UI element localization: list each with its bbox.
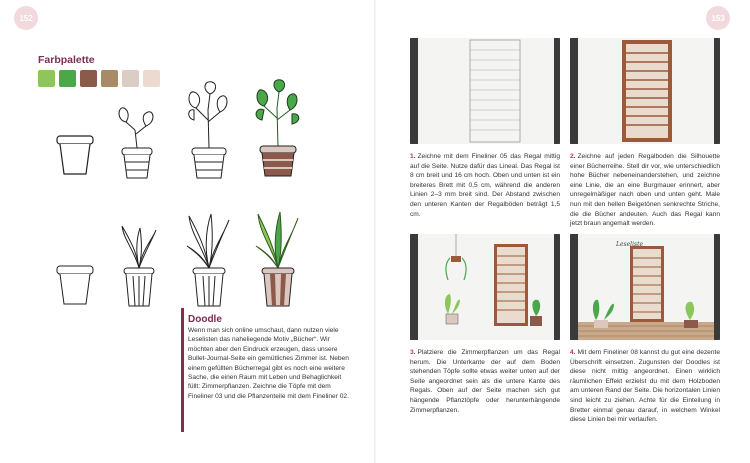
step-1-text: Zeichne mit dem Fineliner 05 das Regal mittig auf die Seite. Nutze dafür das Lineal. Das Regal ist 8 cm breit und 16 cm hoch. Oben und unten ist ein breiteres Brett mit 0,5 cm, während die anderen Linien 2–3 mm breit sind. Der Abstand zwischen den unteren Kanten der Regalböden beträgt 1,5 cm. — [410, 153, 560, 218]
step-3-number: 3. — [410, 349, 416, 356]
step-3-text: Platziere die Zimmerpflanzen um das Regal herum. Die Unterkante der auf dem Boden stehenden Töpfe sollte etwas weiter unten auf der Seite angeordnet sein als die untere Kante des Regals. Oben auf der Seite machen sich gut hängende Pflanztöpfe oder herunterhängende Zimmerpflanzen. — [410, 349, 560, 414]
step-3-photo — [410, 234, 560, 340]
swatch-5 — [122, 70, 139, 87]
step-4-text: Mit dem Fineliner 08 kannst du gut eine dezente Überschrift einsetzen. Zugunsten der Doodles ist diese nicht mittig angeordnet. Einen wirklich räumlichen Effekt erzielst du mit dem Holzboden am unteren Rand der Seite. Die horizontalen Linien sind leicht zu ziehen. Achte für die Einteilung in Bretter einmal genau darauf, in welchem Winkel diese Linien bei mir verlaufen. — [570, 349, 720, 424]
step-2-number: 2. — [570, 153, 576, 160]
step-1-photo — [410, 38, 560, 144]
swatch-4 — [101, 70, 118, 87]
step-4-caption — [570, 348, 720, 425]
step-2-text: Zeichne auf jeden Regalboden die Silhouette einer Bücherreihe. Stell dir vor, wie unterschiedlich hohe Bücher nebeneinanderstehen, und zeichne eine Linie, die an eine Burgmauer erinnert, aber unregelmäßiger nach oben und unten geht. Male nun mit den hellen Beigetönen senkrechte Striche, die die Bücher andeuten. Auch das Regal kann jetzt braun angemalt werden. — [570, 153, 720, 228]
step-2-caption — [570, 152, 720, 229]
snakeplant-colored — [252, 210, 304, 310]
swatch-3 — [80, 70, 97, 87]
page-number-left: 152 — [14, 6, 38, 30]
doodle-title: Doodle — [188, 314, 222, 325]
swatch-1 — [38, 70, 55, 87]
swatch-6 — [143, 70, 160, 87]
monstera-colored — [252, 78, 304, 180]
monstera-sketch-1 — [112, 100, 162, 180]
step-4-photo — [570, 234, 720, 340]
journal-page-filled-shelf — [570, 38, 720, 144]
step-3-caption — [410, 348, 560, 415]
snakeplant-sketch-1 — [114, 220, 164, 310]
pot-empty-2 — [55, 262, 95, 308]
step-1-number: 1. — [410, 153, 416, 160]
journal-page-with-plants — [410, 234, 560, 340]
photo4-heading: Leseliste — [616, 241, 644, 248]
snakeplant-sketch-2 — [183, 212, 235, 310]
palette-title: Farbpalette — [38, 54, 95, 66]
journal-page-final — [570, 234, 720, 340]
step-4-number: 4. — [570, 349, 576, 356]
journal-page-empty-shelf — [410, 38, 560, 144]
step-1-caption — [410, 152, 560, 219]
step-2-photo — [570, 38, 720, 144]
color-palette — [38, 70, 160, 87]
page-number-right: 153 — [706, 6, 730, 30]
doodle-text: Wenn man sich online umschaut, dann nutzen viele Leselisten das naheliegende Motiv „Bücher“. Wir möchten aber den Eindruck erzeugen, dass unsere Bullet-Journal-Seite ein gemütliches Zimmer ist. Neben einem gefüllten Bücherregal gibt es noch eine weitere Sache, die einen Raum mit Leben und Behaglichkeit füllt: Zimmerpflanzen. Zeichne die Töpfe mit dem Fineliner 03 und die Pflanzenteile mit dem Fineliner 02. — [188, 327, 349, 400]
swatch-2 — [59, 70, 76, 87]
page-gutter — [374, 0, 376, 463]
monstera-sketch-2 — [184, 80, 234, 180]
pot-empty-1 — [55, 128, 95, 178]
